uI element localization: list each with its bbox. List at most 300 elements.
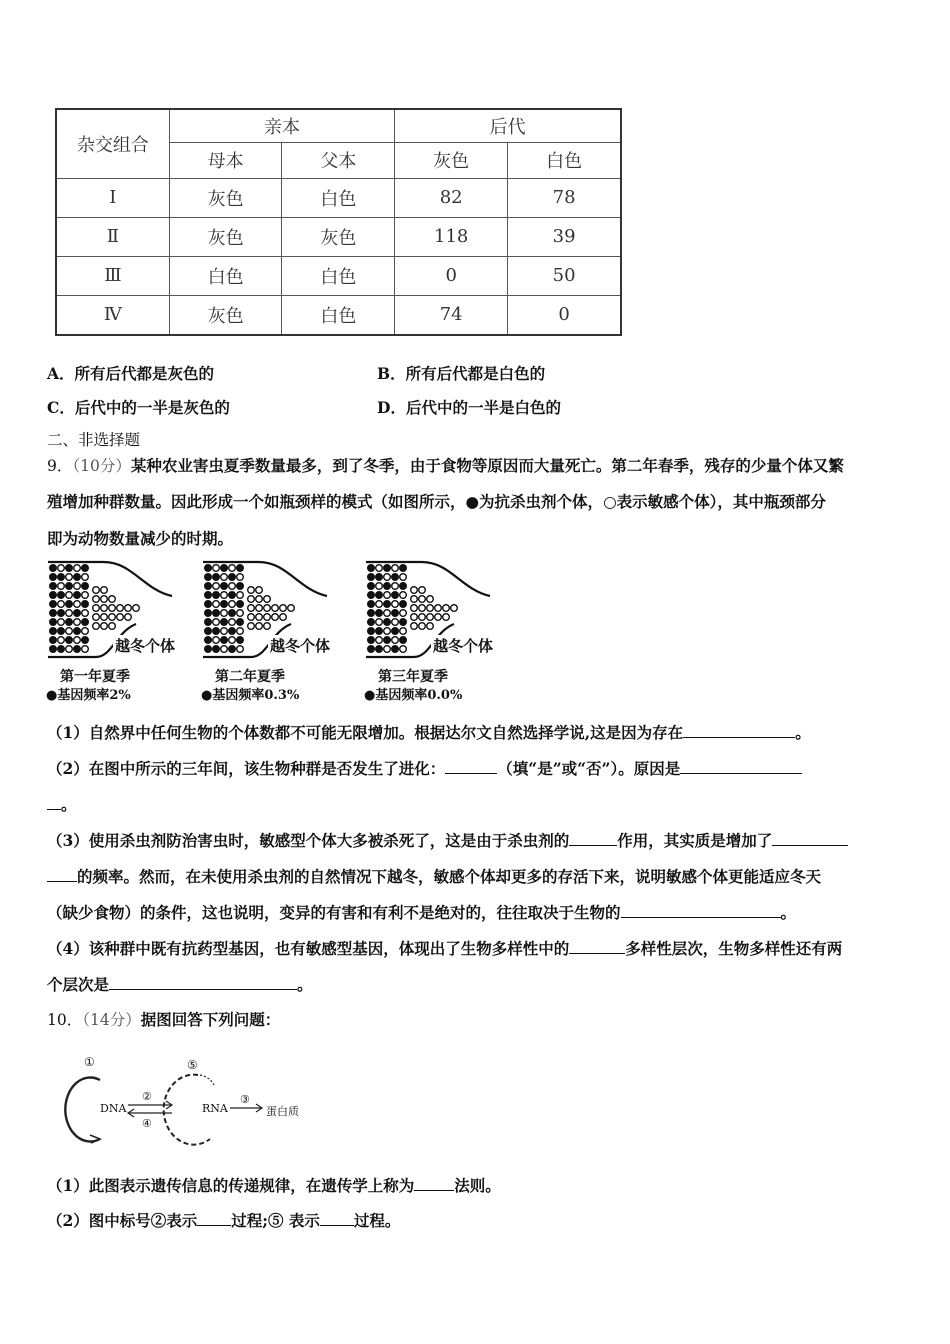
individual-dot — [93, 596, 100, 603]
section-title: 二、非选择题 — [47, 431, 141, 449]
individual-dot — [93, 614, 100, 621]
individual-dot — [82, 610, 89, 617]
individual-dot — [229, 592, 236, 599]
individual-dot — [58, 601, 65, 608]
winter-label: 越冬个体 — [115, 637, 176, 655]
individual-dot — [256, 614, 263, 621]
individual-dot — [117, 614, 124, 621]
individual-dot — [384, 583, 391, 590]
bottleneck-panel-1 — [46, 560, 196, 703]
individual-dot — [205, 628, 212, 635]
option-b: B．所有后代都是白色的 — [377, 364, 546, 383]
individual-dot — [392, 637, 399, 644]
label-2: ② — [142, 1090, 152, 1103]
winter-label: 越冬个体 — [270, 637, 331, 655]
individual-dot — [50, 646, 57, 653]
individual-dot — [50, 610, 57, 617]
row-id: Ⅱ — [56, 217, 169, 256]
header-combo: 杂交组合 — [56, 109, 169, 178]
q9-stem-part: 为抗杀虫剂个体， — [479, 492, 604, 511]
individual-dot — [74, 637, 81, 644]
individual-dot — [248, 596, 255, 603]
row-gray: 74 — [395, 295, 508, 335]
individual-dot — [50, 583, 57, 590]
individual-dot — [101, 587, 108, 594]
central-dogma-diagram — [62, 1055, 312, 1150]
individual-dot — [376, 637, 383, 644]
individual-dot — [237, 637, 244, 644]
individual-dot — [392, 592, 399, 599]
option-d: D．后代中的一半是白色的 — [377, 398, 561, 417]
row-mother: 灰色 — [169, 178, 282, 217]
row-mother: 灰色 — [169, 217, 282, 256]
answer-blank[interactable] — [772, 830, 848, 846]
individual-dot — [400, 565, 407, 572]
individual-dot — [376, 583, 383, 590]
individual-dot — [248, 614, 255, 621]
individual-dot — [280, 605, 287, 612]
row-white: 78 — [508, 178, 621, 217]
individual-dot — [368, 628, 375, 635]
individual-dot — [384, 601, 391, 608]
individual-dot — [93, 587, 100, 594]
individual-dot — [221, 610, 228, 617]
row-id: Ⅳ — [56, 295, 169, 335]
individual-dot — [101, 623, 108, 630]
table-row — [56, 256, 621, 295]
q9-stem: 某种农业害虫夏季数量最多，到了冬季，由于食物等原因而大量死亡。第二年春季，残存的少量个体又繁 — [130, 456, 844, 475]
individual-dot — [368, 646, 375, 653]
q9-sub1 — [47, 722, 811, 743]
individual-dot — [384, 574, 391, 581]
individual-dot — [384, 610, 391, 617]
individual-dot — [368, 583, 375, 590]
individual-dot — [58, 610, 65, 617]
q9-number: 9． — [47, 457, 73, 475]
individual-dot — [248, 605, 255, 612]
q10-sub2 — [47, 1210, 400, 1231]
individual-dot — [427, 605, 434, 612]
individual-dot — [82, 601, 89, 608]
individual-dot — [205, 583, 212, 590]
individual-dot — [205, 619, 212, 626]
q10-stem-text: 据图回答下列问题： — [140, 1010, 281, 1029]
q10-sub2-text: 过程。 — [353, 1211, 401, 1230]
individual-dot — [256, 596, 263, 603]
open-circle-icon: ○ — [603, 493, 617, 511]
answer-blank[interactable] — [320, 1210, 354, 1226]
individual-dot — [74, 565, 81, 572]
q10-sub1 — [47, 1175, 501, 1196]
option-c: C．后代中的一半是灰色的 — [47, 398, 230, 417]
individual-dot — [82, 574, 89, 581]
individual-dot — [392, 601, 399, 608]
individual-dot — [237, 619, 244, 626]
individual-dot — [411, 605, 418, 612]
q9-sub1-text: （1）自然界中任何生物的个体数都不可能无限增加。根据达尔文自然选择学说,这是因为存在 — [47, 723, 684, 742]
row-father: 白色 — [282, 256, 395, 295]
individual-dot — [213, 574, 220, 581]
q9-sub4-text: 多样性层次，生物多样性还有两 — [625, 939, 843, 958]
individual-dot — [392, 574, 399, 581]
individual-dot — [221, 646, 228, 653]
individual-dot — [435, 614, 442, 621]
individual-dot — [419, 596, 426, 603]
individual-dot — [117, 605, 124, 612]
individual-dot — [384, 592, 391, 599]
table-row — [56, 217, 621, 256]
table-row — [56, 178, 621, 217]
filled-dot-icon: ● — [465, 492, 480, 511]
individual-dot — [74, 601, 81, 608]
individual-dot — [74, 628, 81, 635]
individual-dot — [400, 574, 407, 581]
individual-dot — [205, 574, 212, 581]
row-mother: 白色 — [169, 256, 282, 295]
q10-sub2-text: 过程;⑤ 表示 — [231, 1211, 320, 1230]
individual-dot — [221, 574, 228, 581]
individual-dot — [74, 574, 81, 581]
individual-dot — [280, 614, 287, 621]
individual-dot — [400, 619, 407, 626]
option-a: A．所有后代都是灰色的 — [47, 364, 215, 383]
q9-stem-part: 殖增加种群数量。因此形成一个如瓶颈样的模式（如图所示， — [47, 492, 466, 511]
individual-dot — [66, 565, 73, 572]
individual-dot — [376, 565, 383, 572]
individual-dot — [264, 614, 271, 621]
q9-stem-line3: 即为动物数量减少的时期。 — [47, 529, 234, 548]
individual-dot — [400, 601, 407, 608]
individual-dot — [376, 610, 383, 617]
individual-dot — [50, 592, 57, 599]
individual-dot — [443, 605, 450, 612]
individual-dot — [50, 637, 57, 644]
individual-dot — [109, 605, 116, 612]
q9-sub4-end: 。 — [297, 975, 313, 994]
individual-dot — [213, 628, 220, 635]
q9-sub2-text: （2）在图中所示的三年间，该生物种群是否发生了进化： — [47, 759, 446, 778]
individual-dot — [74, 610, 81, 617]
individual-dot — [419, 605, 426, 612]
protein-label: 蛋白质 — [266, 1105, 299, 1118]
individual-dot — [58, 646, 65, 653]
individual-dot — [400, 592, 407, 599]
individual-dot — [400, 628, 407, 635]
individual-dot — [400, 646, 407, 653]
individual-dot — [66, 610, 73, 617]
individual-dot — [74, 646, 81, 653]
individual-dot — [66, 574, 73, 581]
individual-dot — [411, 623, 418, 630]
individual-dot — [74, 592, 81, 599]
individual-dot — [66, 592, 73, 599]
sub-mother: 母本 — [169, 142, 282, 178]
individual-dot — [229, 574, 236, 581]
individual-dot — [229, 565, 236, 572]
answer-blank[interactable] — [569, 830, 617, 846]
individual-dot — [264, 605, 271, 612]
individual-dot — [109, 623, 116, 630]
individual-dot — [419, 614, 426, 621]
q10-sub1-text: （1）此图表示遗传信息的传递规律，在遗传学上称为 — [47, 1176, 415, 1195]
individual-dot — [213, 583, 220, 590]
individual-dot — [248, 587, 255, 594]
individual-dot — [58, 574, 65, 581]
q10-number: 10． — [47, 1011, 83, 1029]
individual-dot — [237, 628, 244, 635]
individual-dot — [213, 646, 220, 653]
individual-dot — [384, 637, 391, 644]
individual-dot — [66, 583, 73, 590]
individual-dot — [74, 583, 81, 590]
individual-dot — [237, 601, 244, 608]
header-offspring: 后代 — [395, 109, 621, 142]
individual-dot — [221, 592, 228, 599]
season-label: 第一年夏季 — [60, 669, 130, 685]
individual-dot — [392, 583, 399, 590]
q10-sub2-text: （2）图中标号②表示 — [47, 1211, 198, 1230]
gene-frequency-label: ●基因频率0.0% — [364, 688, 463, 703]
individual-dot — [256, 587, 263, 594]
individual-dot — [58, 619, 65, 626]
individual-dot — [50, 619, 57, 626]
individual-dot — [213, 619, 220, 626]
individual-dot — [376, 646, 383, 653]
individual-dot — [213, 601, 220, 608]
answer-blank[interactable] — [414, 1175, 454, 1191]
individual-dot — [229, 646, 236, 653]
individual-dot — [376, 628, 383, 635]
q9-sub2-cont — [47, 794, 77, 815]
row-id: Ⅰ — [56, 178, 169, 217]
individual-dot — [93, 605, 100, 612]
answer-blank[interactable] — [569, 938, 625, 954]
row-gray: 0 — [395, 256, 508, 295]
label-1: ① — [84, 1055, 95, 1069]
individual-dot — [74, 619, 81, 626]
cross-table — [55, 108, 622, 336]
individual-dot — [392, 646, 399, 653]
individual-dot — [66, 601, 73, 608]
q9-sub2 — [47, 758, 802, 779]
row-white: 39 — [508, 217, 621, 256]
individual-dot — [400, 637, 407, 644]
individual-dot — [221, 619, 228, 626]
individual-dot — [221, 637, 228, 644]
answer-blank[interactable] — [680, 758, 802, 774]
individual-dot — [368, 610, 375, 617]
individual-dot — [66, 637, 73, 644]
individual-dot — [384, 646, 391, 653]
individual-dot — [229, 628, 236, 635]
individual-dot — [256, 605, 263, 612]
individual-dot — [264, 623, 271, 630]
answer-blank[interactable] — [47, 866, 77, 882]
q9-sub3-end: 。 — [780, 903, 797, 922]
table-row — [56, 295, 621, 335]
individual-dot — [427, 614, 434, 621]
individual-dot — [58, 565, 65, 572]
q9-sub4-text: （4）该种群中既有抗药型基因，也有敏感型基因，体现出了生物多样性中的 — [47, 939, 570, 958]
individual-dot — [109, 614, 116, 621]
individual-dot — [419, 623, 426, 630]
individual-dot — [368, 574, 375, 581]
individual-dot — [66, 628, 73, 635]
individual-dot — [213, 610, 220, 617]
individual-dot — [411, 614, 418, 621]
individual-dot — [384, 628, 391, 635]
individual-dot — [237, 592, 244, 599]
answer-blank[interactable] — [683, 722, 795, 738]
individual-dot — [419, 587, 426, 594]
q9-sub2-end: 。 — [61, 795, 77, 814]
individual-dot — [213, 637, 220, 644]
individual-dot — [229, 601, 236, 608]
individual-dot — [50, 628, 57, 635]
individual-dot — [272, 605, 279, 612]
q9-sub3-text: （3）使用杀虫剂防治害虫时，敏感型个体大多被杀死了，这是由于杀虫剂的 — [47, 831, 570, 850]
individual-dot — [400, 583, 407, 590]
individual-dot — [221, 628, 228, 635]
row-white: 50 — [508, 256, 621, 295]
individual-dot — [368, 601, 375, 608]
individual-dot — [376, 592, 383, 599]
row-gray: 118 — [395, 217, 508, 256]
individual-dot — [376, 619, 383, 626]
q9-sub4 — [47, 938, 842, 959]
individual-dot — [392, 565, 399, 572]
rna-label: RNA — [202, 1102, 228, 1115]
individual-dot — [368, 592, 375, 599]
individual-dot — [213, 565, 220, 572]
individual-dot — [400, 610, 407, 617]
individual-dot — [205, 646, 212, 653]
individual-dot — [376, 574, 383, 581]
individual-dot — [272, 614, 279, 621]
individual-dot — [58, 637, 65, 644]
individual-dot — [50, 601, 57, 608]
q10-stem — [47, 1010, 280, 1030]
bottleneck-panel-3 — [364, 560, 514, 703]
q9-stem-line1 — [47, 456, 844, 476]
individual-dot — [237, 565, 244, 572]
row-gray: 82 — [395, 178, 508, 217]
q9-sub4-line2 — [47, 974, 313, 995]
q9-stem-line2 — [47, 492, 826, 512]
individual-dot — [58, 628, 65, 635]
gene-frequency-label: ●基因频率2% — [46, 688, 131, 703]
individual-dot — [125, 614, 132, 621]
sub-father: 父本 — [282, 142, 395, 178]
individual-dot — [384, 565, 391, 572]
individual-dot — [411, 587, 418, 594]
sub-gray: 灰色 — [395, 142, 508, 178]
individual-dot — [58, 592, 65, 599]
individual-dot — [221, 565, 228, 572]
individual-dot — [237, 646, 244, 653]
answer-blank[interactable] — [621, 902, 781, 918]
individual-dot — [229, 610, 236, 617]
q9-sub1-end: 。 — [795, 723, 811, 742]
individual-dot — [368, 619, 375, 626]
individual-dot — [58, 583, 65, 590]
individual-dot — [392, 610, 399, 617]
individual-dot — [376, 601, 383, 608]
individual-dot — [101, 605, 108, 612]
individual-dot — [50, 574, 57, 581]
row-father: 灰色 — [282, 217, 395, 256]
individual-dot — [237, 574, 244, 581]
row-mother: 灰色 — [169, 295, 282, 335]
label-3: ③ — [240, 1093, 250, 1106]
answer-blank[interactable] — [197, 1210, 231, 1226]
individual-dot — [82, 583, 89, 590]
individual-dot — [205, 565, 212, 572]
individual-dot — [133, 605, 140, 612]
individual-dot — [229, 637, 236, 644]
individual-dot — [368, 637, 375, 644]
sub-white: 白色 — [508, 142, 621, 178]
individual-dot — [229, 583, 236, 590]
individual-dot — [392, 619, 399, 626]
dna-label: DNA — [100, 1102, 127, 1115]
individual-dot — [101, 614, 108, 621]
row-father: 白色 — [282, 295, 395, 335]
individual-dot — [205, 637, 212, 644]
individual-dot — [213, 592, 220, 599]
gene-frequency-label: ●基因频率0.3% — [201, 688, 300, 703]
answer-blank[interactable] — [47, 794, 61, 810]
individual-dot — [109, 596, 116, 603]
individual-dot — [411, 596, 418, 603]
individual-dot — [229, 619, 236, 626]
label-4: ④ — [142, 1117, 152, 1130]
individual-dot — [248, 623, 255, 630]
individual-dot — [66, 646, 73, 653]
q9-score: （10分） — [72, 457, 131, 475]
q9-sub3 — [47, 830, 848, 851]
row-white: 0 — [508, 295, 621, 335]
individual-dot — [427, 623, 434, 630]
individual-dot — [221, 601, 228, 608]
q10-score: （14分） — [82, 1011, 141, 1029]
individual-dot — [392, 628, 399, 635]
header-parents: 亲本 — [169, 109, 394, 142]
q9-sub3-line3 — [47, 902, 796, 923]
individual-dot — [221, 583, 228, 590]
answer-blank[interactable] — [445, 758, 497, 774]
season-label: 第三年夏季 — [378, 669, 448, 685]
individual-dot — [101, 596, 108, 603]
row-father: 白色 — [282, 178, 395, 217]
individual-dot — [82, 565, 89, 572]
answer-blank[interactable] — [109, 974, 297, 990]
individual-dot — [82, 628, 89, 635]
individual-dot — [435, 605, 442, 612]
individual-dot — [443, 614, 450, 621]
individual-dot — [50, 565, 57, 572]
individual-dot — [288, 605, 295, 612]
individual-dot — [205, 610, 212, 617]
q9-sub3-text: 作用，其实质是增加了 — [617, 831, 773, 850]
q9-stem-part: 表示敏感个体），其中瓶颈部分 — [616, 492, 826, 511]
individual-dot — [66, 619, 73, 626]
q9-sub4-text: 个层次是 — [47, 975, 110, 994]
individual-dot — [205, 592, 212, 599]
q9-sub2-text: （填“是”或“否”）。原因是 — [497, 759, 681, 778]
individual-dot — [264, 596, 271, 603]
q9-sub3-text: 的频率。然而，在未使用杀虫剂的自然情况下越冬，敏感个体却更多的存活下来，说明敏感个体更能适应冬天 — [77, 867, 822, 886]
